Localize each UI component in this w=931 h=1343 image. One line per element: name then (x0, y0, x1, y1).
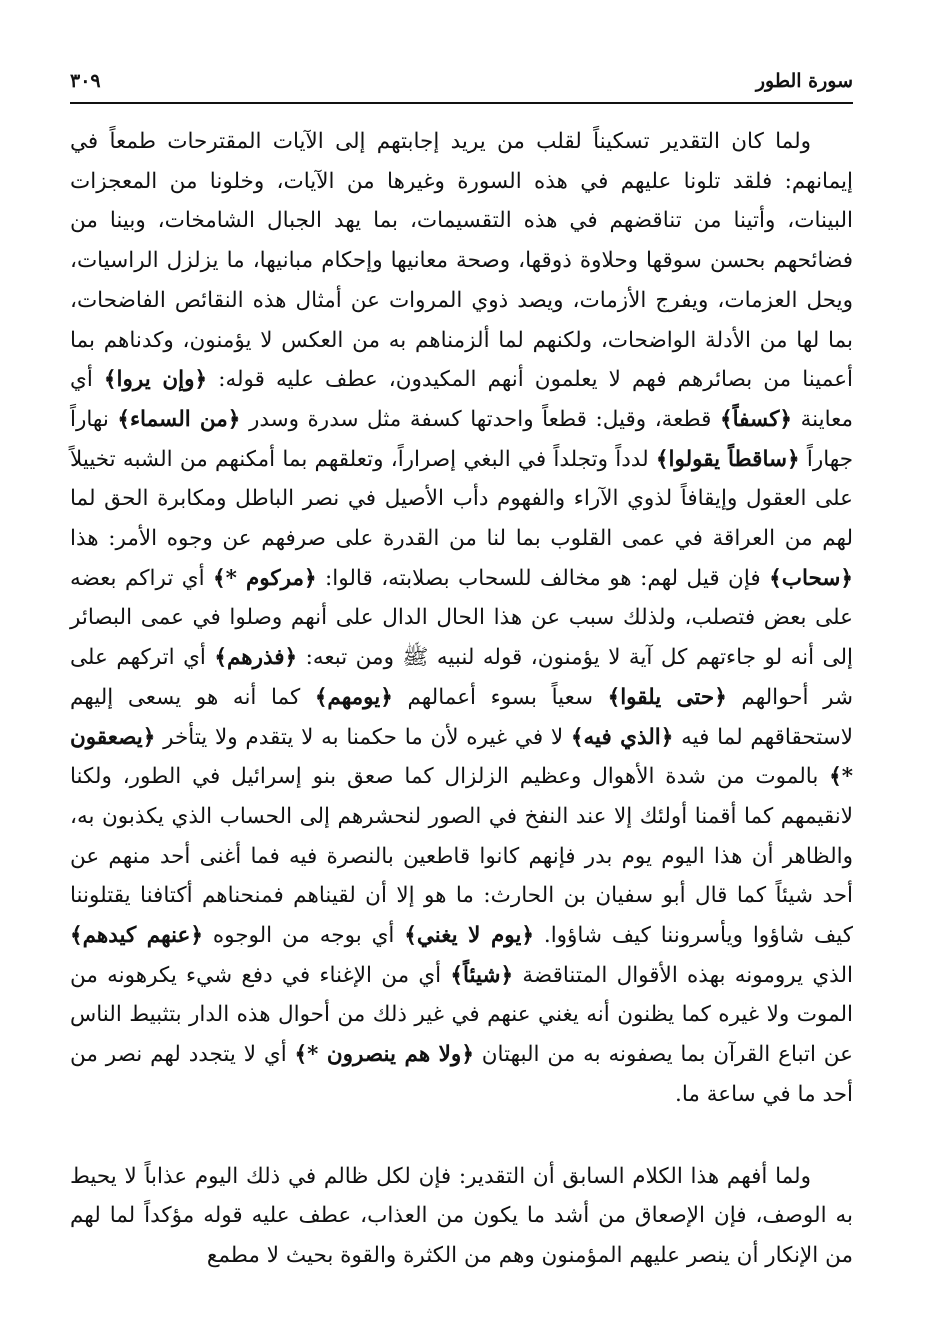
text-segment: أي تراكم بعضه على بعض فتصلب، ولذلك سبب عن هذا الحال الدال على أنهم وصلوا في عمى البصائر إلى أنه لو جاءتهم كل آية لا يؤمنون، قوله لنبيه ﷺ ومن تبعه: (70, 565, 853, 671)
body-text (70, 122, 853, 1276)
paragraph (70, 122, 853, 1115)
quran-quote: ﴿يصعقون *﴾ (70, 724, 853, 790)
text-segment: لدداً وتجلداً في البغي إصراراً، وتعلقهم بما أمكنهم من الشبه تخييلاً على العقول وإيقافاً لذوي الآراء والفهوم دأب الأصيل في نصر الباطل ومكابرة الحق لما لهم من العراقة في عمى القلوب بما لنا من القدرة على صرفهم عن وجوه الأمر: هذا (70, 446, 853, 552)
quran-quote: ﴿عنهم كيدهم﴾ (70, 923, 203, 949)
quran-quote: ﴿مركوم *﴾ (213, 565, 317, 591)
quran-quote: ﴿يوم لا يغني﴾ (404, 923, 534, 949)
quran-quote: ﴿كسفاً﴾ (719, 406, 793, 432)
text-segment: ولما أفهم هذا الكلام السابق أن التقدير: فإن لكل ظالم في ذلك اليوم عذاباً لا يحيط به الوصف، فإن الإصعاق من أشد ما يكون من العذاب، عطف عليه قوله مؤكداً لما لهم من الإنكار أن ينصر عليهم المؤمنون وهم من الكثرة والقوة بحيث لا مطمع (70, 1163, 853, 1268)
text-segment: فإن قيل لهم: هو مخالف للسحاب بصلابته، قالوا: (316, 565, 770, 591)
quran-quote: ﴿ولا هم ينصرون *﴾ (294, 1042, 474, 1068)
text-segment: أي لا يتجدد لهم نصر من أحد ما في ساعة ما. (70, 1042, 853, 1107)
text-segment: قطعة، وقيل: قطعاً واحدتها كسفة مثل سدرة وسدر (240, 406, 720, 432)
quran-quote: ﴿حتى يلقوا﴾ (607, 684, 727, 710)
quran-quote: ﴿شيئاً﴾ (450, 962, 514, 988)
page-number: ٣٠٩ (70, 70, 101, 92)
paragraph (70, 1157, 853, 1276)
quran-quote: ﴿سحاب﴾ (769, 565, 853, 591)
quran-quote: ﴿وإن يروا﴾ (103, 367, 208, 393)
text-segment: أي بوجه من الوجوه (202, 923, 405, 949)
quran-quote: ﴿من السماء﴾ (117, 406, 241, 432)
quran-quote: ﴿الذي فيه﴾ (570, 724, 674, 750)
page-header (70, 58, 853, 104)
quran-quote: ﴿فذرهم﴾ (214, 645, 298, 671)
text-segment: لا في غيره لأن ما حكمنا به لا يتقدم ولا يتأخر (155, 724, 571, 750)
text-segment: ولما كان التقدير تسكيناً لقلب من يريد إجابتهم إلى الآيات المقترحات طمعاً في إيمانهم: فلقد تلونا عليهم في هذه السورة وغيرها من الآيات، وخلونا من المعجزات البينات، وأتينا من تناقضهم في هذه التقسيمات، بما يهد الجبال الشامخات، وبينا من فضائحهم بحسن سوقها وحلاوة ذوقها، وصحة معانيها وإحكام مبانيها، ما يزلزل الراسيات، ويحل العزمات، ويفرج الأزمات، ويصد ذوي المروات عن أمثال هذه النقائص الفاضحات، بما لها من الأدلة الواضحات، ولكنهم لما ألزمناهم به من العكس لا يؤمنون، وكدناهم بما أعمينا من بصائرهم فهم لا يعلمون أنهم المكيدون، عطف عليه قوله: (70, 129, 854, 393)
quran-quote: ﴿ساقطاً يقولوا﴾ (655, 446, 800, 472)
text-segment: الذي يرومونه بهذه الأقوال المتناقضة (513, 962, 853, 988)
text-segment: كما أنه هو يسعى إليهم لاستحقاقهم لما فيه (70, 684, 853, 750)
text-segment: أي معاينة (70, 367, 854, 432)
text-segment: سعياً بسوء أعمالهم (392, 684, 608, 710)
text-segment: أي من الإغناء في دفع شيء يكرهونه من الموت ولا غيره كما يظنون أنه يغني عنهم في غير ذلك من أحوال هذه الدار بتثبيط الناس عن اتباع القرآن بما يصفونه به من البهتان (70, 962, 853, 1068)
quran-quote: ﴿يومهم﴾ (314, 684, 393, 710)
surah-title: سورة الطور (755, 70, 853, 92)
text-segment: نهاراً جهاراً (70, 406, 853, 472)
text-segment: بالموت من شدة الأهوال وعظيم الزلزال كما صعق بنو إسرائيل في الطور، ولكنا لانقيمهم كما أقمنا أولئك إلا عند النفخ في الصور لنحشرهم إلى الحساب الذي يكذبون به، والظاهر أن هذا اليوم يوم بدر فإنهم كانوا قاطعين بالنصرة فيه فما أغنى أحد منهم عن أحد شيئاً كما قال أبو سفيان بن الحارث: ما هو إلا أن لقيناهم فمنحناهم أكتافنا يقتلوننا كيف شاؤوا ويأسروننا كيف شاؤوا. (70, 764, 854, 949)
text-segment: أي اتركهم على شر أحوالهم (70, 645, 853, 710)
